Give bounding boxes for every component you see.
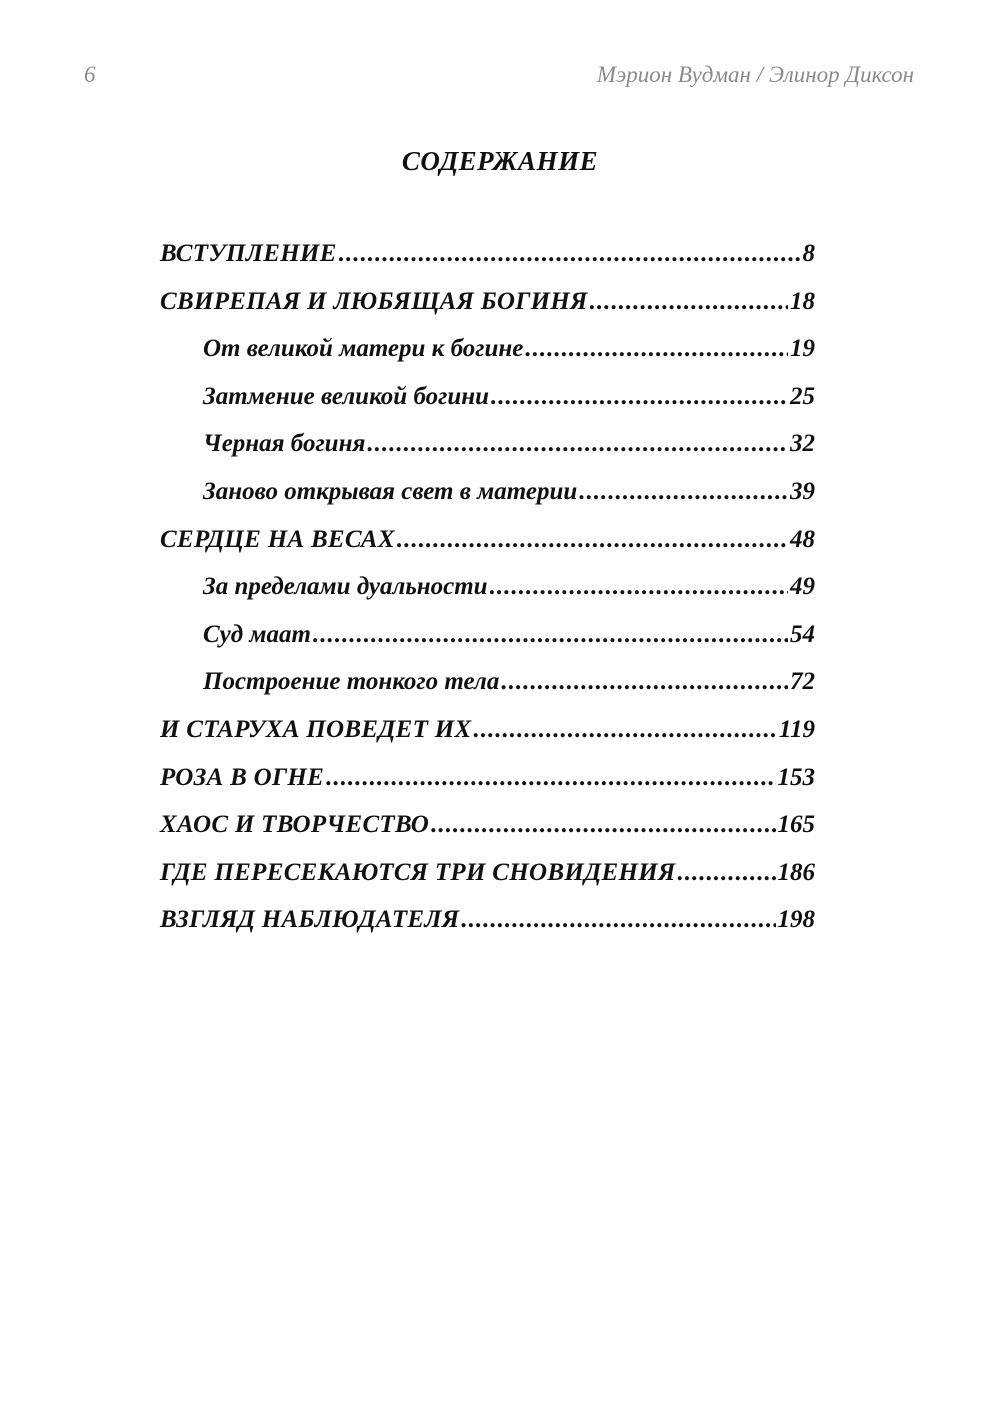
toc-entry-page: 32 <box>790 430 815 458</box>
dot-leader <box>579 478 788 506</box>
table-of-contents <box>160 240 815 954</box>
toc-entry-page: 72 <box>790 668 815 696</box>
toc-entry[interactable] <box>160 716 815 764</box>
toc-entry[interactable] <box>160 811 815 859</box>
toc-entry-label: За пределами дуальности <box>203 573 488 601</box>
toc-entry-page: 119 <box>778 715 815 743</box>
toc-subentry[interactable] <box>160 668 815 716</box>
running-head-authors: Мэрион Вудман / Элинор Диксон <box>596 62 914 87</box>
toc-entry-page: 25 <box>790 382 815 410</box>
toc-entry-page: 8 <box>802 240 815 267</box>
dot-leader <box>431 811 775 839</box>
dot-leader <box>501 668 788 696</box>
toc-entry[interactable] <box>160 288 815 336</box>
dot-leader <box>397 526 788 554</box>
toc-entry-label: ВСТУПЛЕНИЕ <box>160 240 337 267</box>
toc-entry[interactable] <box>160 764 815 812</box>
toc-entry-page: 54 <box>790 620 815 648</box>
toc-entry-label: Затмение великой богини <box>203 382 490 410</box>
toc-entry-page: 39 <box>790 477 815 505</box>
running-head <box>84 62 914 96</box>
toc-entry-page: 18 <box>790 287 815 315</box>
toc-entry-page: 49 <box>790 573 815 601</box>
toc-entry-page: 19 <box>790 335 815 363</box>
toc-entry-label: ВЗГЛЯД НАБЛЮДАТЕЛЯ <box>160 906 460 934</box>
toc-entry-label: РОЗА В ОГНЕ <box>160 763 325 791</box>
toc-entry-label: От великой матери к богине <box>203 335 524 363</box>
toc-entry-label: СЕРДЦЕ НА ВЕСАХ <box>160 525 395 553</box>
page-number: 6 <box>84 62 96 87</box>
toc-entry-page: 186 <box>777 858 815 886</box>
dot-leader <box>339 240 801 268</box>
toc-entry[interactable] <box>160 240 815 288</box>
dot-leader <box>313 621 788 649</box>
toc-subentry[interactable] <box>160 335 815 383</box>
dot-leader <box>491 383 788 411</box>
toc-entry-label: ГДЕ ПЕРЕСЕКАЮТСЯ ТРИ СНОВИДЕНИЯ <box>160 858 676 886</box>
toc-entry[interactable] <box>160 859 815 907</box>
toc-entry[interactable] <box>160 526 815 574</box>
dot-leader <box>525 335 788 363</box>
toc-entry-label: ХАОС И ТВОРЧЕСТВО <box>160 811 430 839</box>
dot-leader <box>490 573 788 601</box>
page-title: СОДЕРЖАНИЕ <box>401 146 599 176</box>
toc-subentry[interactable] <box>160 478 815 526</box>
toc-entry-label: Построение тонкого тела <box>203 668 500 696</box>
toc-entry-label: Черная богиня <box>203 430 366 458</box>
toc-entry-label: И СТАРУХА ПОВЕДЕТ ИХ <box>160 715 472 743</box>
toc-entry-page: 48 <box>790 525 815 553</box>
toc-entry[interactable] <box>160 906 815 954</box>
dot-leader <box>590 288 788 316</box>
toc-entry-page: 153 <box>777 763 815 791</box>
dot-leader <box>367 430 788 458</box>
toc-subentry[interactable] <box>160 621 815 669</box>
toc-entry-label: СВИРЕПАЯ И ЛЮБЯЩАЯ БОГИНЯ <box>160 287 588 315</box>
dot-leader <box>326 764 775 792</box>
toc-entry-page: 165 <box>777 811 815 839</box>
dot-leader <box>461 906 775 934</box>
toc-entry-page: 198 <box>777 906 815 934</box>
dot-leader <box>473 716 776 744</box>
toc-entry-label: Суд маат <box>203 620 311 648</box>
dot-leader <box>677 859 775 887</box>
toc-subentry[interactable] <box>160 383 815 431</box>
toc-subentry[interactable] <box>160 573 815 621</box>
toc-subentry[interactable] <box>160 430 815 478</box>
toc-entry-label: Заново открывая свет в материи <box>203 477 578 505</box>
